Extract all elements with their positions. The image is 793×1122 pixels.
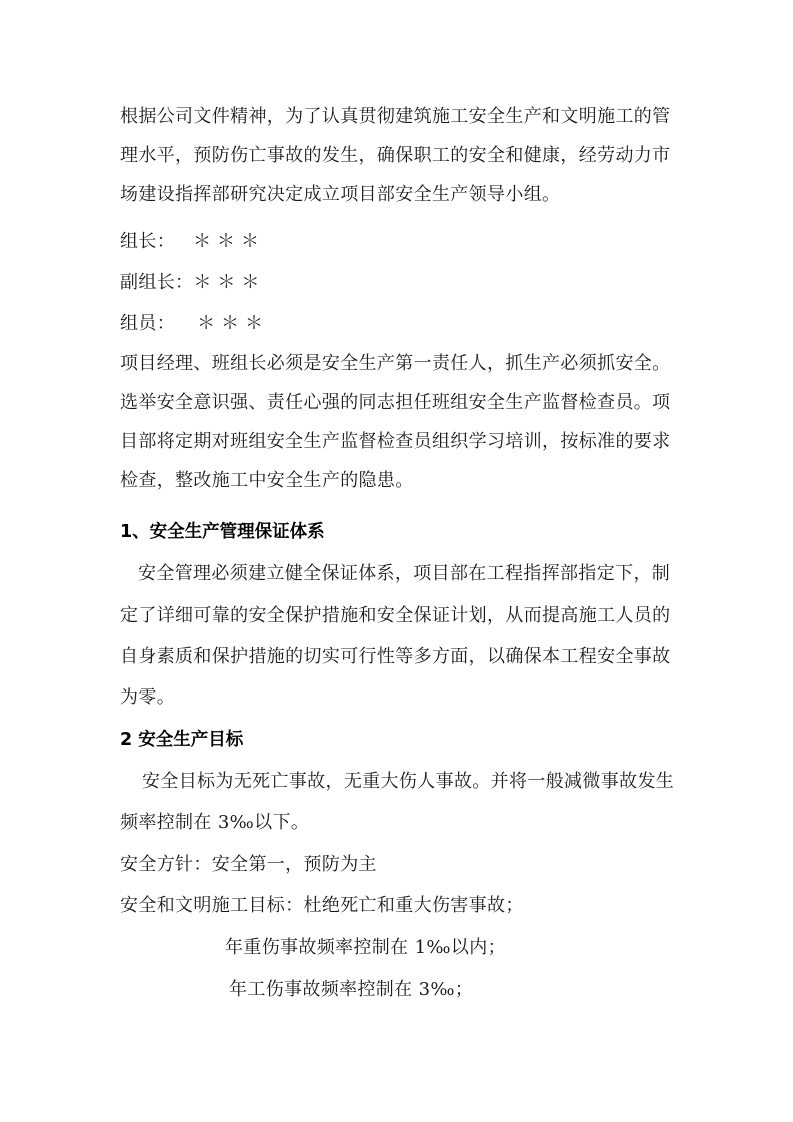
- member-name: ＊＊＊: [193, 231, 266, 252]
- section-1-line-4: 为零。: [120, 687, 176, 708]
- safety-policy: 安全方针：安全第一，预防为主: [120, 854, 377, 875]
- intro-line-2: 理水平，预防伤亡事故的发生，确保职工的安全和健康，经劳动力市: [120, 145, 671, 166]
- responsibility-line-4: 检查，整改施工中安全生产的隐患。: [120, 470, 414, 491]
- section-1-heading: 1、安全生产管理保证体系: [120, 522, 325, 542]
- member-members: [120, 313, 269, 335]
- responsibility-line-2: 选举安全意识强、责任心强的同志担任班组安全生产监督检查员。项: [120, 392, 671, 413]
- target-work-injury: 年工伤事故频率控制在 3‰；: [229, 979, 474, 1000]
- section-1-line-2: 定了详细可靠的安全保护措施和安全保证计划，从而提高施工人员的: [120, 605, 671, 626]
- section-2-line-2: 频率控制在 3‰以下。: [120, 812, 310, 833]
- section-1-line-3: 自身素质和保护措施的切实可行性等多方面，以确保本工程安全事故: [120, 646, 671, 667]
- member-role: 组员：: [120, 313, 176, 334]
- intro-line-3: 场建设指挥部研究决定成立项目部安全生产领导小组。: [120, 184, 561, 205]
- safety-goal: 安全和文明施工目标：杜绝死亡和重大伤害事故；: [120, 895, 524, 916]
- responsibility-line-1: 项目经理、班组长必须是安全生产第一责任人，抓生产必须抓安全。: [120, 353, 671, 374]
- member-name: ＊＊＊: [193, 272, 266, 293]
- section-2-line-1: 安全目标为无死亡事故，无重大伤人事故。并将一般减微事故发生: [142, 771, 675, 792]
- responsibility-line-3: 目部将定期对班组安全生产监督检查员组织学习培训，按标准的要求: [120, 431, 671, 452]
- member-role: 组长：: [120, 231, 176, 252]
- member-leader: [120, 231, 265, 253]
- member-role: 副组长：: [120, 272, 194, 293]
- section-1-line-1: 安全管理必须建立健全保证体系，项目部在工程指挥部指定下，制: [138, 563, 671, 584]
- member-deputy-leader: [120, 272, 265, 294]
- section-2-heading: 2 安全生产目标: [120, 730, 244, 750]
- member-name: ＊＊＊: [197, 313, 270, 334]
- intro-line-1: 根据公司文件精神，为了认真贯彻建筑施工安全生产和文明施工的管: [120, 106, 671, 127]
- target-serious-injury: 年重伤事故频率控制在 1‰以内；: [225, 937, 506, 958]
